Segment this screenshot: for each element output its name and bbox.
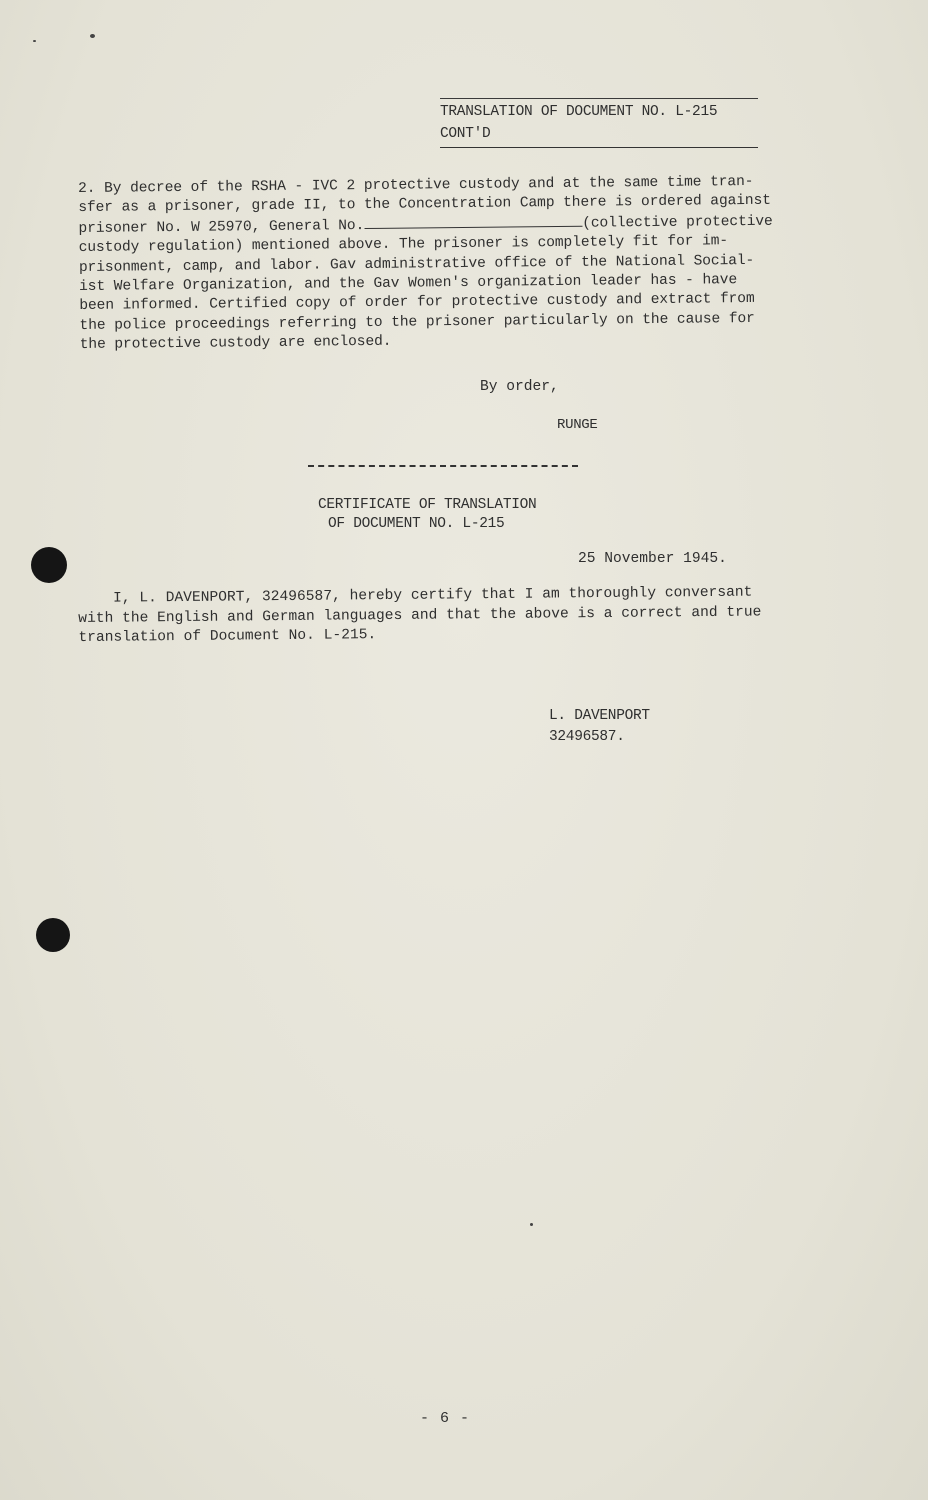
section-divider	[308, 465, 578, 467]
punch-hole	[36, 918, 70, 952]
translator-name: L. DAVENPORT	[549, 708, 650, 724]
paragraph-line: the protective custody are enclosed.	[79, 333, 392, 354]
certificate-title	[318, 496, 536, 534]
paragraph-line: the police proceedings referring to the prisoner particularly on the cause for	[79, 310, 755, 334]
certificate-title-line1: CERTIFICATE OF TRANSLATION	[318, 497, 537, 513]
speck-mark	[90, 34, 95, 38]
header-title: TRANSLATION OF DOCUMENT NO. L-215	[440, 104, 718, 120]
punch-hole	[31, 547, 67, 583]
page-number: - 6 -	[420, 1410, 471, 1427]
signer-name: RUNGE	[557, 417, 598, 433]
speck-mark	[33, 40, 36, 42]
by-order-text: By order,	[480, 379, 559, 395]
certificate-title-line2: OF DOCUMENT NO. L-215	[328, 516, 505, 532]
paragraph-line: ist Welfare Organization, and the Gav Women's organization leader has - have	[79, 272, 738, 296]
translator-number: 32496587.	[549, 729, 625, 745]
paragraph-line: custody regulation) mentioned above. The prisoner is completely fit for im-	[78, 233, 729, 257]
certificate-line: with the English and German languages and that the above is a correct and true	[78, 603, 762, 627]
certificate-line: I, L. DAVENPORT, 32496587, hereby certify that I am thoroughly conversant	[78, 584, 753, 607]
certificate-text	[78, 583, 849, 649]
paragraph-line: prisonment, camp, and labor. Gav administrative office of the National Social-	[78, 252, 755, 276]
blank-field-line	[364, 214, 582, 229]
document-header	[440, 98, 758, 148]
paragraph-line-start: prisoner No. W 25970, General No.	[78, 217, 365, 237]
paragraph-line: been informed. Certified copy of order for protective custody and extract from	[79, 291, 755, 315]
certificate-line: translation of Document No. L-215.	[78, 627, 377, 646]
paragraph-line-end: (collective protective	[582, 213, 773, 232]
body-paragraph	[78, 172, 850, 356]
paragraph-line: sfer as a prisoner, grade II, to the Concentration Camp there is ordered against	[78, 193, 771, 217]
header-top-rule	[440, 98, 758, 99]
certificate-date: 25 November 1945.	[578, 551, 727, 567]
paragraph-line: 2. By decree of the RSHA - IVC 2 protective custody and at the same time tran-	[78, 173, 754, 197]
translator-signature	[549, 706, 650, 748]
header-continued: CONT'D	[440, 123, 758, 148]
speck-mark	[530, 1223, 533, 1226]
